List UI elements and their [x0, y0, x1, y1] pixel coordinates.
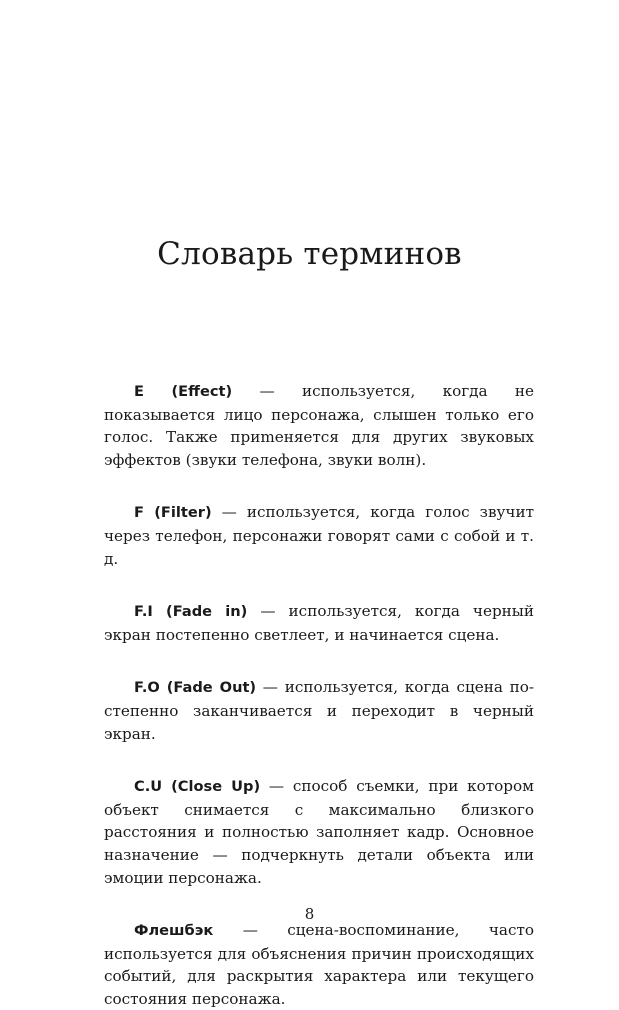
glossary-entry-close-up — [104, 775, 534, 889]
glossary-definition: — сцена-воспоминание, часто используется для объяснения причин происходящих событий, для раскрытия характера или текущего состояния персонажа. — [104, 921, 534, 1008]
page-title: Словарь терминов — [157, 236, 462, 272]
glossary-entry-fade-out — [104, 676, 534, 745]
glossary-term: F.O (Fade Out) — [134, 679, 257, 697]
glossary-entry-fade-in — [104, 600, 534, 646]
glossary-definition: — используется, когда не показывается лицо персонажа, слышен только его голос. Также приmеняется для других звуковых эффектов (звуки телефона, звуки волн). — [104, 382, 534, 469]
glossary-term: E (Effect) — [134, 383, 233, 400]
glossary-entry-effect — [104, 380, 534, 471]
glossary-definition: — используется, когда голос звучит через телефон, персонажи говорят сами с собой и т. д. — [104, 503, 534, 568]
glossary-term: F.I (Fade in) — [134, 603, 248, 621]
glossary-term: C.U (Close Up) — [134, 778, 261, 796]
glossary-definition: — используется, когда черный экран постепенно светлеет, и начинается сцена. — [104, 602, 534, 644]
glossary-entry-flashback — [104, 919, 534, 1010]
glossary-definition: — способ съемки, при котором объект снимается с максимально близкого расстояния и полностью заполняет кадр. Основное назначение — подчеркнуть детали объекта или эмоции персонажа. — [104, 777, 534, 887]
glossary-term: Флешбэк — [134, 922, 214, 940]
glossary-entry-filter — [104, 501, 534, 570]
page-number: 8 — [304, 905, 315, 923]
glossary-term: F (Filter) — [134, 504, 212, 522]
glossary-definition: — используется, когда сцена постепенно заканчивается и переходит в черный экран. — [104, 678, 534, 743]
